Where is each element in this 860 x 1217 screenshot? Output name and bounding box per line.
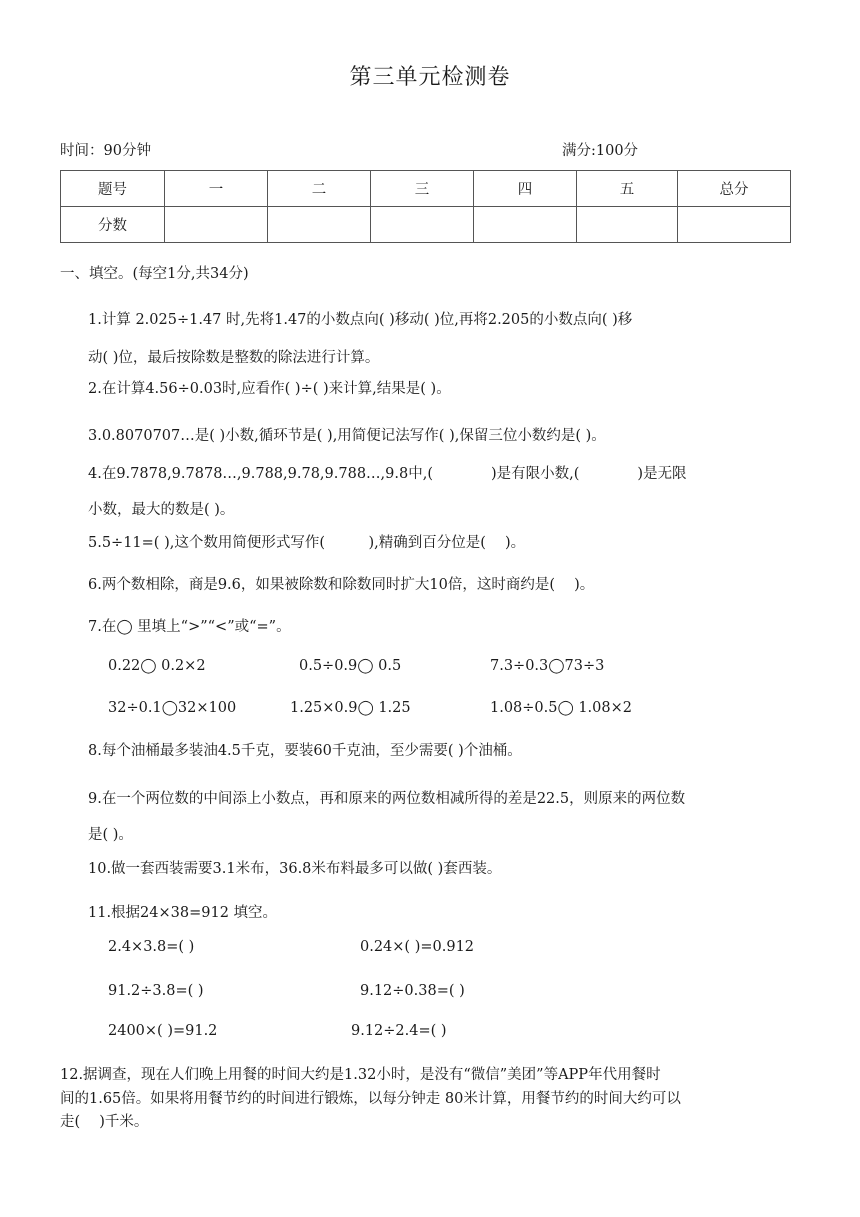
compare-item: 0.22◯ 0.2×2 (108, 658, 206, 674)
question-12-line-3: 走( )千米。 (60, 1114, 149, 1130)
question-8: 8.每个油桶最多装油4.5千克，要装60千克油，至少需要( )个油桶。 (88, 743, 522, 759)
score-cell[interactable] (371, 207, 474, 243)
compare-item: 1.25×0.9◯ 1.25 (290, 700, 411, 716)
page-title: 第三单元检测卷 (349, 65, 511, 90)
compare-item: 7.3÷0.3◯73÷3 (490, 658, 605, 674)
fill-item: 9.12÷0.38=( ) (360, 983, 465, 999)
question-5: 5.5÷11=( ),这个数用简便形式写作( ),精确到百分位是( )。 (88, 535, 526, 551)
question-10: 10.做一套西装需要3.1米布，36.8米布料最多可以做( )套西装。 (88, 861, 502, 877)
score-table-header-cell: 三 (371, 171, 474, 207)
fill-item: 0.24×( )=0.912 (360, 939, 475, 955)
compare-item: 0.5÷0.9◯ 0.5 (299, 658, 402, 674)
question-1-line-1: 1.计算 2.025÷1.47 时,先将1.47的小数点向( )移动( )位,再将2.205的小数点向( )移 (88, 312, 633, 328)
fill-item: 2.4×3.8=( ) (108, 939, 195, 955)
score-cell[interactable] (474, 207, 577, 243)
score-row-label: 分数 (61, 207, 165, 243)
question-9-line-1: 9.在一个两位数的中间添上小数点，再和原来的两位数相减所得的差是22.5，则原来的两位数 (88, 791, 686, 807)
compare-item: 32÷0.1◯32×100 (108, 700, 237, 716)
score-cell[interactable] (165, 207, 268, 243)
question-2: 2.在计算4.56÷0.03时,应看作( )÷( )来计算,结果是( )。 (88, 381, 451, 397)
question-12-line-1: 12.据调查，现在人们晚上用餐的时间大约是1.32小时，是没有“微信”美团”等APP年代用餐时 (60, 1067, 661, 1083)
score-cell[interactable] (577, 207, 678, 243)
question-12-line-2: 间的1.65倍。如果将用餐节约的时间进行锻炼，以每分钟走 80米计算，用餐节约的时间大约可以 (60, 1091, 681, 1107)
score-table-header-cell: 总分 (678, 171, 791, 207)
compare-item: 1.08÷0.5◯ 1.08×2 (490, 700, 632, 716)
question-9-line-2: 是( )。 (88, 827, 133, 843)
score-table-score-row (61, 207, 791, 243)
score-cell[interactable] (268, 207, 371, 243)
score-table-header-cell: 一 (165, 171, 268, 207)
score-table-header-cell: 二 (268, 171, 371, 207)
question-7-stem: 7.在◯ 里填上“>”“<”或“=”。 (88, 619, 291, 635)
score-table-header-cell: 四 (474, 171, 577, 207)
score-table-header-cell: 五 (577, 171, 678, 207)
question-3: 3.0.8070707…是( )小数,循环节是( ),用简便记法写作( ),保留三位小数约是( )。 (88, 428, 606, 444)
question-4-line-2: 小数，最大的数是( )。 (88, 502, 235, 518)
question-1-line-2: 动( )位，最后按除数是整数的除法进行计算。 (88, 350, 380, 366)
fill-item: 2400×( )=91.2 (108, 1023, 218, 1039)
score-table-header-row (61, 171, 791, 207)
fill-item: 9.12÷2.4=( ) (351, 1023, 447, 1039)
fill-item: 91.2÷3.8=( ) (108, 983, 204, 999)
question-6: 6.两个数相除，商是9.6，如果被除数和除数同时扩大10倍，这时商约是( )。 (88, 577, 595, 593)
score-table (60, 170, 791, 243)
question-4-line-1: 4.在9.7878,9.7878…,9.788,9.78,9.788…,9.8中,( )是有限小数,( )是无限 (88, 466, 687, 482)
section-heading: 一、填空。(每空1分,共34分) (60, 266, 249, 282)
score-table-header-cell: 题号 (61, 171, 165, 207)
question-11-stem: 11.根据24×38=912 填空。 (88, 905, 278, 921)
score-cell[interactable] (678, 207, 791, 243)
exam-time: 时间：90分钟 (60, 143, 151, 159)
full-score: 满分:100分 (562, 143, 639, 159)
